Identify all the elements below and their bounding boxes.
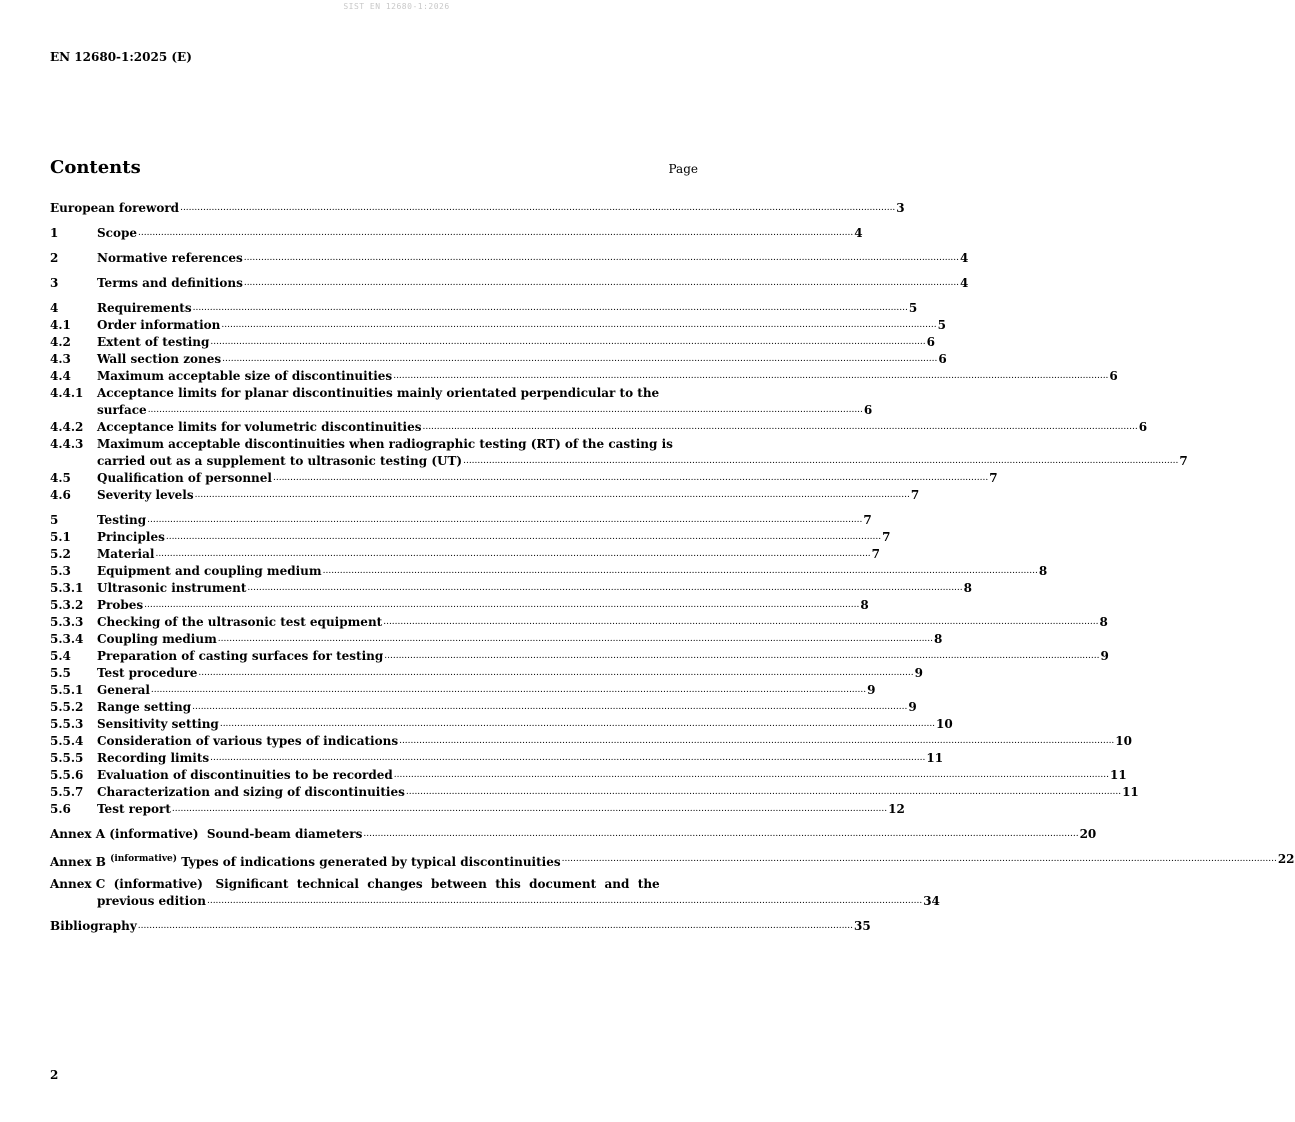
toc-number: 4.5 (50, 471, 71, 485)
toc-number: 5.2 (50, 547, 71, 561)
page-column-label: Page (668, 162, 698, 176)
table-of-contents (50, 200, 1295, 935)
toc-title: Coupling medium (97, 632, 217, 646)
dot-leader: .......................................................................................................................................................................................................................................................... (150, 685, 867, 695)
toc-entry-5-5-3[interactable] (50, 716, 953, 733)
toc-entry-5-5-5[interactable] (50, 750, 944, 767)
toc-page: 11 (926, 751, 944, 765)
toc-title: Recording limits (97, 751, 210, 765)
toc-title-line-1: Acceptance limits for planar discontinuities mainly orientated perpendicular to the (97, 386, 660, 400)
toc-page: 4 (854, 226, 863, 240)
dot-leader: .......................................................................................................................................................................................................................................................... (180, 203, 896, 213)
toc-number: 4.4.2 (50, 420, 84, 434)
dot-leader: .......................................................................................................................................................................................................................................................... (363, 829, 1079, 839)
toc-entry-annex-a[interactable] (50, 826, 1097, 843)
toc-number: 5 (50, 513, 59, 527)
toc-page: 7 (871, 547, 881, 561)
toc-entry-annex-b[interactable] (50, 851, 1295, 869)
toc-title: Evaluation of discontinuities to be recorded (97, 768, 393, 782)
toc-title: Characterization and sizing of discontinuities (97, 785, 405, 799)
toc-entry-4-2[interactable] (50, 334, 935, 351)
toc-page: 8 (860, 598, 869, 612)
dot-leader: .......................................................................................................................................................................................................................................................... (393, 770, 1109, 780)
dot-leader: .......................................................................................................................................................................................................................................................... (247, 583, 963, 593)
toc-entry-annex-c[interactable] (50, 876, 940, 910)
toc-entry-5-5-6[interactable] (50, 767, 1127, 784)
toc-number: 5.3.3 (50, 615, 84, 629)
toc-entry-4-4-1[interactable] (50, 385, 873, 419)
toc-entry-bibliography[interactable] (50, 918, 871, 935)
toc-number: 4 (50, 301, 59, 315)
toc-page: 10 (1115, 734, 1132, 748)
dot-leader: .......................................................................................................................................................................................................................................................... (137, 921, 854, 931)
toc-entry-5-5-7[interactable] (50, 784, 1139, 801)
toc-number: 5.5 (50, 666, 71, 680)
dot-leader: .......................................................................................................................................................................................................................................................... (194, 490, 910, 500)
toc-number: 5.5.3 (50, 717, 84, 731)
dot-leader: .......................................................................................................................................................................................................................................................... (198, 668, 914, 678)
toc-page: 4 (960, 276, 969, 290)
toc-entry-4-4-2[interactable] (50, 419, 1148, 436)
toc-number: 5.3.1 (50, 581, 84, 595)
page-number: 2 (50, 1068, 59, 1082)
toc-title: Test procedure (97, 666, 198, 680)
dot-leader: .......................................................................................................................................................................................................................................................... (383, 617, 1099, 627)
dot-leader: .......................................................................................................................................................................................................................................................... (192, 303, 908, 313)
dot-leader: .......................................................................................................................................................................................................................................................... (399, 736, 1115, 746)
toc-title: Scope (97, 226, 138, 240)
toc-entry-5-6[interactable] (50, 801, 905, 818)
toc-entry-4[interactable] (50, 300, 918, 317)
toc-number: 4.6 (50, 488, 71, 502)
toc-page: 34 (923, 894, 940, 908)
toc-title: Test report (97, 802, 171, 816)
toc-entry-5-5[interactable] (50, 665, 923, 682)
toc-title: Requirements (97, 301, 192, 315)
toc-title: Sensitivity setting (97, 717, 219, 731)
dot-leader: .......................................................................................................................................................................................................................................................... (384, 651, 1100, 661)
toc-title: Consideration of various types of indications (97, 734, 399, 748)
toc-title: European foreword (50, 201, 180, 215)
toc-title: Range setting (97, 700, 192, 714)
toc-entry-foreword[interactable] (50, 200, 905, 217)
toc-entry-1[interactable] (50, 225, 863, 242)
toc-number: 5.1 (50, 530, 71, 544)
dot-leader: .......................................................................................................................................................................................................................................................... (192, 702, 908, 712)
toc-entry-5-3[interactable] (50, 563, 1048, 580)
dot-leader: .......................................................................................................................................................................................................................................................... (144, 600, 860, 610)
dot-leader: .......................................................................................................................................................................................................................................................... (243, 278, 960, 288)
dot-leader: .......................................................................................................................................................................................................................................................... (422, 422, 1138, 432)
toc-number: 4.4.1 (50, 386, 84, 400)
dot-leader: .......................................................................................................................................................................................................................................................... (243, 253, 960, 263)
toc-title: Terms and definitions (97, 276, 243, 290)
annex-label: Annex B (50, 855, 106, 869)
dot-leader: .......................................................................................................................................................................................................................................................... (138, 228, 854, 238)
toc-title: Maximum acceptable size of discontinuities (97, 369, 393, 383)
toc-entry-4-5[interactable] (50, 470, 998, 487)
toc-entry-5-3-2[interactable] (50, 597, 869, 614)
toc-number: 4.3 (50, 352, 71, 366)
toc-page: 7 (882, 530, 891, 544)
dot-leader: .......................................................................................................................................................................................................................................................... (222, 354, 938, 364)
toc-title (50, 851, 561, 868)
dot-leader: .......................................................................................................................................................................................................................................................... (561, 854, 1277, 864)
toc-title-line-2: previous edition (97, 894, 206, 908)
toc-entry-5-4[interactable] (50, 648, 1109, 665)
toc-page: 6 (1138, 420, 1148, 434)
toc-entry-4-6[interactable] (50, 487, 920, 504)
toc-page: 5 (937, 318, 946, 332)
toc-page: 22 (1277, 852, 1295, 866)
dot-leader: .......................................................................................................................................................................................................................................................... (155, 549, 871, 559)
toc-page: 6 (863, 403, 873, 417)
toc-page: 7 (1179, 454, 1188, 468)
toc-title: Severity levels (97, 488, 194, 502)
toc-entry-5-3-4[interactable] (50, 631, 943, 648)
dot-leader: .......................................................................................................................................................................................................................................................... (147, 405, 863, 415)
dot-leader: .......................................................................................................................................................................................................................................................... (322, 566, 1038, 576)
toc-title: Bibliography (50, 919, 137, 933)
toc-title: Equipment and coupling medium (97, 564, 322, 578)
toc-page: 11 (1109, 768, 1127, 782)
toc-title-line-2: surface (97, 403, 147, 417)
toc-page: 9 (908, 700, 917, 714)
toc-page: 8 (963, 581, 972, 595)
toc-number: 5.3.4 (50, 632, 84, 646)
toc-title: Material (97, 547, 155, 561)
toc-page: 8 (934, 632, 943, 646)
toc-page: 8 (1038, 564, 1048, 578)
toc-page: 3 (896, 201, 905, 215)
toc-page: 20 (1079, 827, 1097, 841)
dot-leader: .......................................................................................................................................................................................................................................................... (210, 337, 926, 347)
toc-page: 9 (1100, 649, 1109, 663)
toc-title: Normative references (97, 251, 243, 265)
toc-title-line-2: carried out as a supplement to ultrasonic testing (UT) (97, 454, 463, 468)
toc-number: 5.5.5 (50, 751, 84, 765)
dot-leader: .......................................................................................................................................................................................................................................................... (217, 634, 934, 644)
dot-leader: .......................................................................................................................................................................................................................................................... (405, 787, 1122, 797)
toc-page: 7 (863, 513, 872, 527)
toc-title: Ultrasonic instrument (97, 581, 247, 595)
toc-number: 3 (50, 276, 59, 290)
toc-number: 4.4 (50, 369, 71, 383)
toc-entry-2[interactable] (50, 250, 969, 267)
contents-header (50, 157, 698, 181)
toc-page: 9 (914, 666, 923, 680)
dot-leader: .......................................................................................................................................................................................................................................................... (463, 456, 1179, 466)
toc-page: 7 (910, 488, 920, 502)
dot-leader: .......................................................................................................................................................................................................................................................... (219, 719, 936, 729)
toc-entry-3[interactable] (50, 275, 969, 292)
toc-title: Qualification of personnel (97, 471, 272, 485)
toc-page: 11 (1122, 785, 1139, 799)
toc-entry-5-2[interactable] (50, 546, 881, 563)
toc-number: 5.5.6 (50, 768, 84, 782)
toc-number: 4.4.3 (50, 437, 84, 451)
toc-number: 4.2 (50, 335, 71, 349)
dot-leader: .......................................................................................................................................................................................................................................................... (206, 896, 923, 906)
annex-qualifier: (informative) (110, 854, 178, 864)
toc-title: Preparation of casting surfaces for testing (97, 649, 384, 663)
toc-title-line-1: Maximum acceptable discontinuities when radiographic testing (RT) of the casting is (97, 437, 673, 451)
toc-title: Principles (97, 530, 165, 544)
toc-number: 5.6 (50, 802, 71, 816)
toc-title: Wall section zones (97, 352, 222, 366)
dot-leader: .......................................................................................................................................................................................................................................................... (221, 320, 937, 330)
toc-title-line-1: Annex C (informative) Significant technical changes between this document and the (50, 877, 660, 891)
toc-page: 6 (938, 352, 947, 366)
toc-title: Probes (97, 598, 144, 612)
toc-page: 8 (1099, 615, 1108, 629)
toc-number: 1 (50, 226, 59, 240)
toc-entry-5[interactable] (50, 512, 872, 529)
toc-entry-4-4-3[interactable] (50, 436, 1188, 470)
toc-number: 5.3 (50, 564, 71, 578)
toc-entry-5-1[interactable] (50, 529, 891, 546)
toc-entry-4-1[interactable] (50, 317, 946, 334)
dot-leader: .......................................................................................................................................................................................................................................................... (272, 473, 989, 483)
toc-title: Testing (97, 513, 147, 527)
toc-page: 6 (1109, 369, 1118, 383)
toc-number: 5.5.4 (50, 734, 84, 748)
dot-leader: .......................................................................................................................................................................................................................................................... (165, 532, 882, 542)
toc-entry-4-4[interactable] (50, 368, 1118, 385)
toc-page: 7 (989, 471, 998, 485)
toc-entry-5-3-1[interactable] (50, 580, 972, 597)
dot-leader: .......................................................................................................................................................................................................................................................... (393, 371, 1109, 381)
toc-page: 6 (926, 335, 935, 349)
toc-entry-4-3[interactable] (50, 351, 947, 368)
toc-number: 4.1 (50, 318, 71, 332)
document-id: EN 12680-1:2025 (E) (50, 50, 192, 64)
toc-title: Extent of testing (97, 335, 210, 349)
toc-entry-5-5-4[interactable] (50, 733, 1132, 750)
toc-title: Acceptance limits for volumetric discontinuities (97, 420, 422, 434)
toc-entry-5-5-2[interactable] (50, 699, 917, 716)
toc-page: 4 (960, 251, 969, 265)
toc-number: 5.5.2 (50, 700, 84, 714)
toc-title: Checking of the ultrasonic test equipment (97, 615, 383, 629)
toc-page: 10 (936, 717, 953, 731)
dot-leader: .......................................................................................................................................................................................................................................................... (171, 804, 888, 814)
dot-leader: .......................................................................................................................................................................................................................................................... (147, 515, 863, 525)
annex-title: Types of indications generated by typical discontinuities (181, 855, 561, 869)
toc-number: 2 (50, 251, 59, 265)
toc-entry-5-3-3[interactable] (50, 614, 1108, 631)
toc-number: 5.5.1 (50, 683, 84, 697)
toc-number: 5.4 (50, 649, 71, 663)
dot-leader: .......................................................................................................................................................................................................................................................... (210, 753, 926, 763)
contents-title: Contents (50, 157, 141, 178)
toc-page: 12 (888, 802, 905, 816)
toc-title: General (97, 683, 150, 697)
toc-title: Annex A (informative) Sound-beam diameters (50, 827, 363, 841)
toc-title: Order information (97, 318, 221, 332)
toc-page: 5 (908, 301, 918, 315)
watermark: SIST EN 12680-1:2026 (343, 2, 450, 11)
toc-page: 9 (867, 683, 876, 697)
toc-page: 35 (854, 919, 871, 933)
toc-number: 5.3.2 (50, 598, 84, 612)
toc-entry-5-5-1[interactable] (50, 682, 876, 699)
toc-number: 5.5.7 (50, 785, 84, 799)
